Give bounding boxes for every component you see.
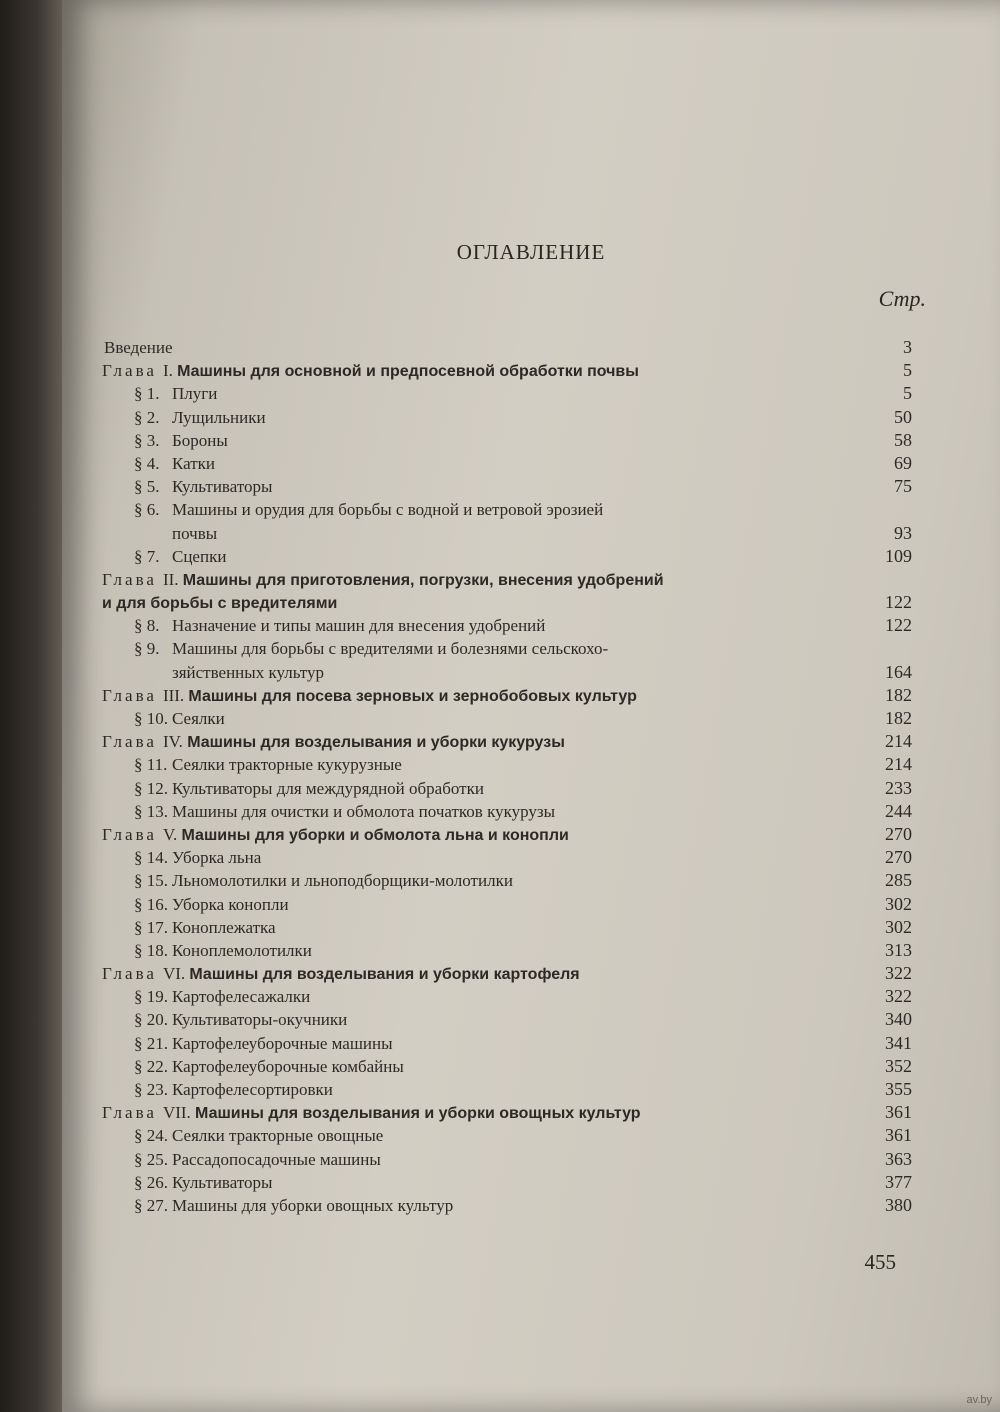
- toc-entry: [102, 1008, 912, 1031]
- section-number: § 1.: [134, 384, 160, 404]
- toc-entry: [102, 869, 912, 892]
- toc-page-number: 340: [885, 1009, 912, 1030]
- toc-entry: [102, 1194, 912, 1217]
- toc-entry: [102, 406, 912, 429]
- section-title-continued: зяйственных культур: [172, 662, 325, 682]
- section-number: § 2.: [134, 407, 160, 427]
- section-number: § 6.: [134, 500, 160, 520]
- chapter-number: III.: [162, 685, 185, 705]
- section-number: § 20.: [134, 1010, 168, 1030]
- toc-entry: [102, 707, 912, 730]
- toc-entry: [102, 498, 912, 521]
- toc-entry: [102, 382, 912, 405]
- page-column-label: Стр.: [878, 286, 926, 311]
- toc-entry: [102, 1124, 912, 1147]
- toc-entry: [102, 1078, 912, 1101]
- toc-entry: [102, 614, 912, 637]
- section-title: Культиваторы для междурядной обработки: [172, 778, 484, 798]
- section-number: § 17.: [134, 917, 168, 937]
- toc-entry: [102, 1055, 912, 1078]
- section-number: § 9.: [134, 639, 160, 659]
- section-number: § 21.: [134, 1033, 168, 1053]
- section-number: § 3.: [134, 430, 160, 450]
- watermark: av.by: [966, 1394, 992, 1406]
- toc-page-number: 355: [885, 1079, 912, 1099]
- section-number: § 14.: [134, 848, 168, 868]
- toc-page-number: 361: [885, 1125, 912, 1146]
- section-title: Назначение и типы машин для внесения удобрений: [172, 616, 546, 636]
- chapter-title: Машины для посева зерновых и зернобобовых культур: [188, 687, 637, 705]
- toc-entry: [102, 730, 912, 753]
- section-number: § 26.: [134, 1172, 168, 1192]
- section-title: Сеялки тракторные кукурузные: [172, 755, 402, 775]
- section-number: § 11.: [134, 755, 168, 775]
- section-title: Коноплемолотилки: [172, 940, 312, 960]
- section-number: § 23.: [134, 1080, 168, 1099]
- section-number: § 4.: [134, 453, 160, 473]
- toc-entry: [102, 522, 912, 545]
- toc-page-number: 377: [885, 1171, 912, 1192]
- section-number: § 10.: [134, 709, 168, 728]
- toc-entry: [102, 545, 912, 568]
- toc-page-number: 270: [885, 823, 912, 844]
- toc-page-number: 302: [885, 916, 912, 937]
- section-title: Культиваторы: [172, 1172, 273, 1192]
- chapter-title: Машины для основной и предпосевной обработки почвы: [177, 363, 639, 381]
- toc-page-number: 285: [885, 870, 912, 891]
- chapter-number: II.: [162, 569, 179, 589]
- section-number: § 8.: [134, 616, 160, 636]
- section-title: Коноплежатка: [172, 917, 276, 937]
- toc-entry: [102, 916, 912, 939]
- chapter-title: Машины для возделывания и уборки овощных культур: [195, 1105, 641, 1123]
- toc-page-number: 341: [885, 1032, 912, 1053]
- toc-entry: [102, 753, 912, 776]
- chapter-word: Глава: [102, 964, 157, 984]
- section-title: Уборка конопли: [172, 894, 289, 914]
- section-number: § 12.: [134, 778, 168, 798]
- section-title: Картофелеуборочные комбайны: [172, 1056, 404, 1076]
- toc-entry: [102, 359, 912, 382]
- toc-entry: [102, 336, 912, 359]
- toc-entry: [102, 823, 912, 846]
- toc-heading: ОГЛАВЛЕНИЕ: [456, 240, 606, 264]
- toc-page-number: 322: [885, 986, 912, 1007]
- toc-entry: [102, 985, 912, 1008]
- toc-page-number: 50: [894, 406, 912, 427]
- chapter-title: Машины для возделывания и уборки картофеля: [189, 966, 580, 984]
- toc-entry: [102, 475, 912, 498]
- toc-page-number: 361: [885, 1102, 912, 1123]
- book-page: [62, 0, 1000, 1412]
- section-title-continued: почвы: [172, 523, 218, 543]
- section-title: Картофелесортировки: [172, 1080, 333, 1099]
- page-folio: 455: [864, 1250, 896, 1274]
- toc-page-number: 322: [885, 963, 912, 984]
- section-title: Картофелеуборочные машины: [172, 1033, 393, 1053]
- toc-entry: [102, 962, 912, 985]
- section-title: Катки: [172, 453, 216, 473]
- toc-entry: [102, 893, 912, 916]
- toc-entry: [102, 637, 912, 660]
- chapter-word: Глава: [102, 685, 157, 705]
- chapter-number: VII.: [162, 1103, 191, 1123]
- section-number: § 19.: [134, 987, 168, 1007]
- toc-page-number: 233: [885, 777, 912, 798]
- toc-entry: [102, 777, 912, 800]
- section-number: § 15.: [134, 871, 168, 891]
- chapter-number: I.: [162, 361, 173, 381]
- table-of-contents: [102, 336, 912, 1217]
- section-title: Сеялки: [172, 709, 225, 728]
- toc-page-number: 75: [894, 476, 912, 497]
- toc-page-number: 58: [894, 429, 912, 450]
- toc-page-number: 352: [885, 1055, 912, 1076]
- section-title: Сцепки: [172, 546, 227, 566]
- toc-page-number: 182: [885, 708, 912, 728]
- toc-entry: [102, 591, 912, 614]
- chapter-word: Глава: [102, 732, 157, 752]
- toc-page-number: 5: [903, 360, 912, 381]
- toc-entry: [102, 661, 912, 684]
- toc-page-number: 270: [885, 847, 912, 868]
- section-number: § 16.: [134, 894, 168, 914]
- toc-entry: [102, 846, 912, 869]
- section-title: Культиваторы: [172, 477, 273, 497]
- section-number: § 24.: [134, 1126, 168, 1146]
- toc-entry: [102, 684, 912, 707]
- section-number: § 5.: [134, 477, 160, 497]
- toc-page-number: 122: [885, 592, 912, 613]
- toc-page-number: 164: [885, 661, 912, 682]
- toc-entry: [102, 939, 912, 962]
- section-title: Культиваторы-окучники: [172, 1010, 348, 1030]
- chapter-word: Глава: [102, 569, 157, 589]
- chapter-title: Машины для уборки и обмолота льна и конопли: [181, 826, 569, 844]
- toc-page-number: 214: [885, 754, 912, 775]
- section-number: § 13.: [134, 801, 168, 821]
- chapter-number: VI.: [162, 964, 186, 984]
- intro-title: Введение: [104, 338, 173, 357]
- toc-page-number: 302: [885, 893, 912, 914]
- section-number: § 18.: [134, 940, 168, 960]
- toc-page-number: 3: [903, 337, 912, 357]
- section-title: Сеялки тракторные овощные: [172, 1126, 384, 1146]
- toc-page-number: 69: [894, 452, 912, 473]
- section-number: § 7.: [134, 546, 160, 566]
- toc-page-number: 182: [885, 684, 912, 705]
- chapter-number: IV.: [162, 732, 183, 752]
- toc-page-number: 363: [885, 1148, 912, 1169]
- toc-page-number: 214: [885, 731, 912, 752]
- toc-entry: [102, 800, 912, 823]
- toc-entry: [102, 1101, 912, 1124]
- section-number: § 22.: [134, 1056, 168, 1076]
- toc-page-number: 109: [885, 545, 912, 566]
- section-title: Машины для очистки и обмолота початков кукурузы: [172, 801, 556, 821]
- chapter-title: Машины для приготовления, погрузки, внесения удобрений: [182, 571, 664, 589]
- chapter-word: Глава: [102, 1103, 157, 1123]
- section-number: § 25.: [134, 1149, 168, 1169]
- toc-entry: [102, 1148, 912, 1171]
- section-title: Бороны: [172, 430, 228, 450]
- toc-page-number: 122: [885, 615, 912, 636]
- section-title: Уборка льна: [172, 848, 262, 868]
- chapter-word: Глава: [102, 824, 157, 844]
- toc-page-number: 5: [903, 383, 912, 404]
- section-title: Картофелесажалки: [172, 987, 311, 1007]
- book-spine-shadow: [0, 0, 68, 1412]
- section-title: Льномолотилки и льноподборщики-молотилки: [172, 871, 513, 891]
- toc-entry: [102, 1171, 912, 1194]
- section-title: Рассадопосадочные машины: [172, 1149, 381, 1169]
- chapter-title-continued: и для борьбы с вредителями: [102, 595, 338, 613]
- section-number: § 27.: [134, 1195, 168, 1215]
- toc-page-number: 313: [885, 939, 912, 960]
- chapter-word: Глава: [102, 361, 157, 381]
- section-title: Плуги: [172, 384, 218, 404]
- section-title: Лущильники: [172, 407, 266, 427]
- toc-entry: [102, 429, 912, 452]
- toc-page-number: 93: [894, 522, 912, 543]
- chapter-title: Машины для возделывания и уборки кукурузы: [187, 734, 565, 752]
- section-title: Машины для уборки овощных культур: [172, 1195, 454, 1215]
- section-title: Машины для борьбы с вредителями и болезнями сельскохо-: [172, 639, 609, 659]
- toc-page-number: 244: [885, 800, 912, 821]
- toc-page-number: 380: [885, 1194, 912, 1215]
- toc-entry: [102, 568, 912, 591]
- section-title: Машины и орудия для борьбы с водной и ветровой эрозией: [172, 500, 604, 520]
- toc-entry: [102, 452, 912, 475]
- chapter-number: V.: [162, 824, 178, 844]
- toc-entry: [102, 1032, 912, 1055]
